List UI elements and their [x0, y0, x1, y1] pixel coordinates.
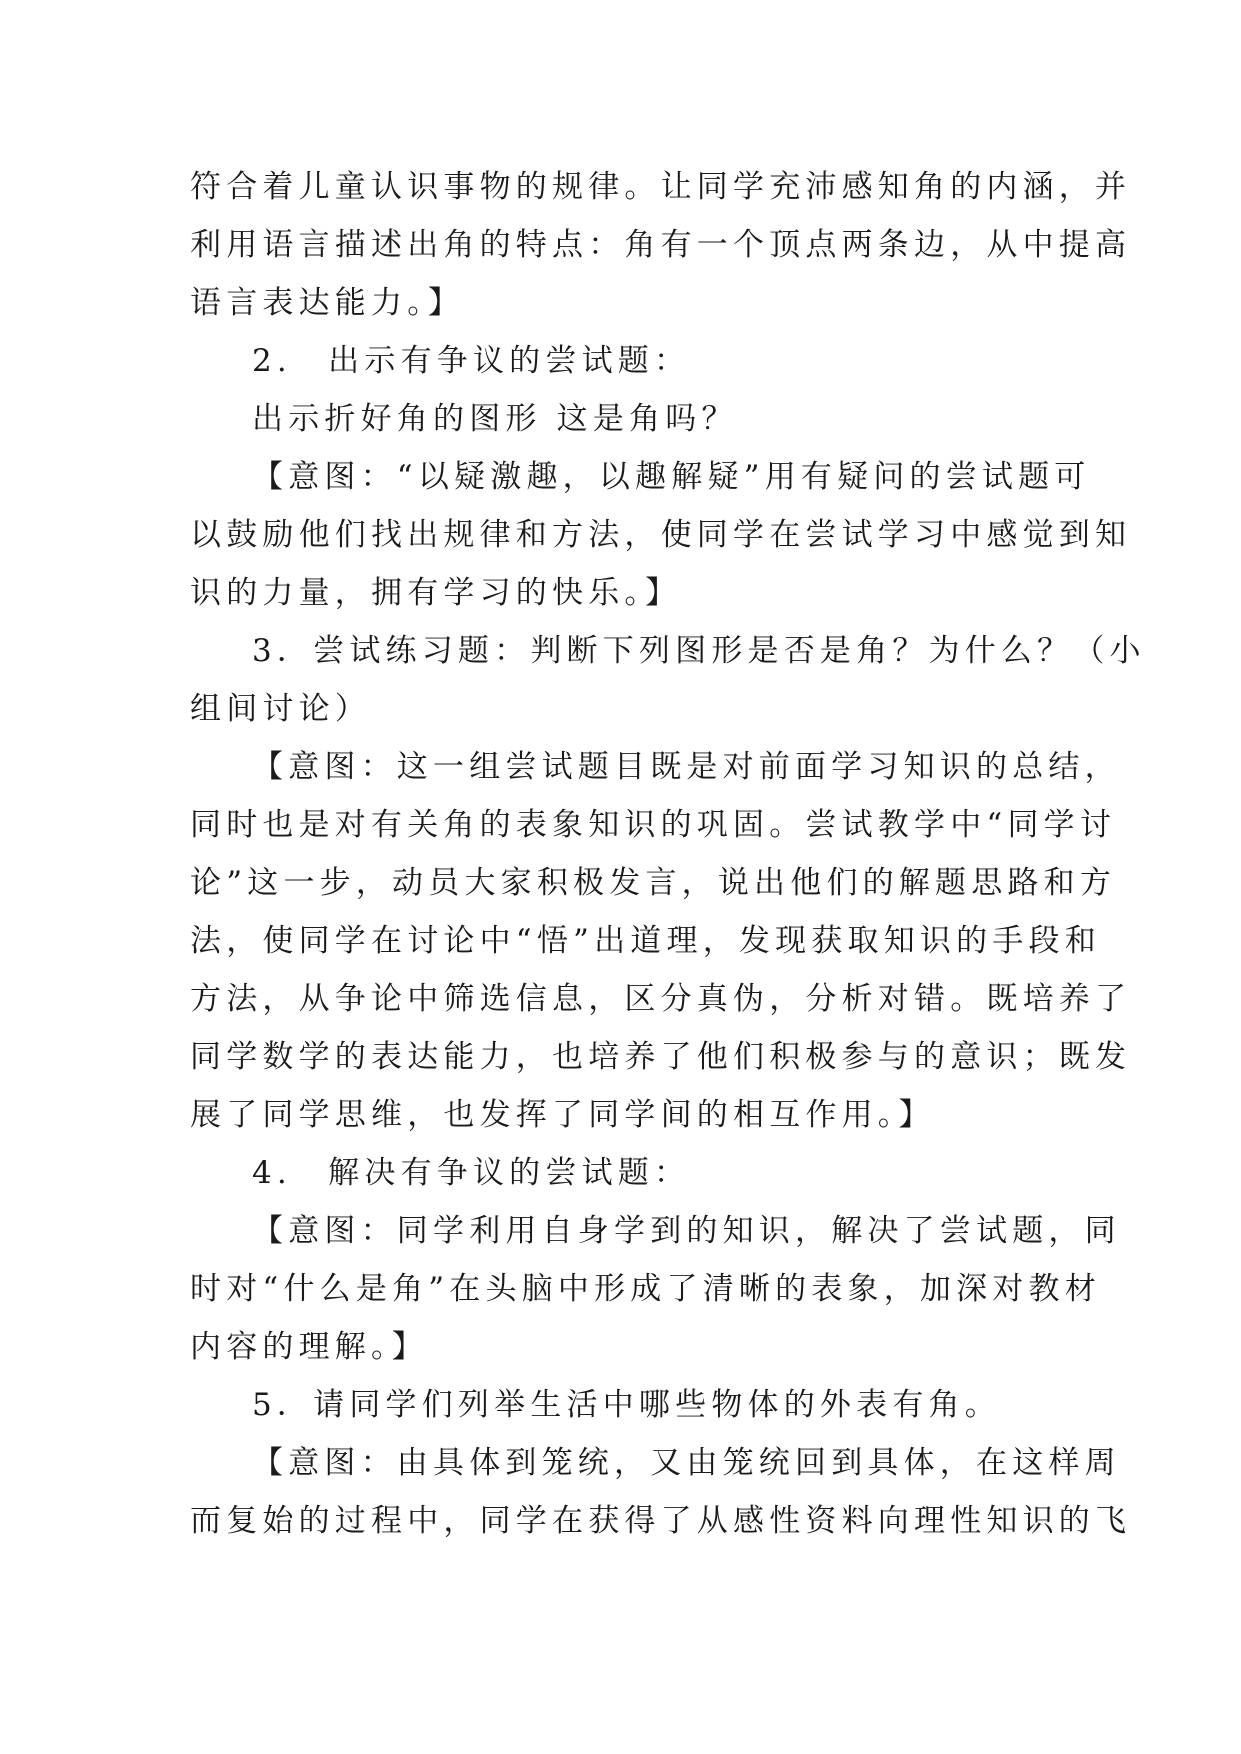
text-line-2: 利用语言描述出角的特点：角有一个顶点两条边，从中提高: [190, 227, 1132, 263]
text-line-10: 组间讨论）: [190, 691, 371, 727]
text-line-6: 【意图：“以疑激趣，以趣解疑”用有疑问的尝试题可: [252, 459, 1091, 495]
text-line-4: 2. 出示有争议的尝试题：: [252, 343, 691, 379]
text-line-12: 同时也是对有关角的表象知识的巩固。尝试教学中“同学讨: [190, 807, 1117, 843]
text-line-3: 语言表达能力。】: [190, 285, 465, 321]
text-line-20: 时对“什么是角”在头脑中形成了清晰的表象，加深对教材: [190, 1271, 1101, 1307]
text-line-21: 内容的理解。】: [190, 1329, 428, 1365]
text-line-15: 方法，从争论中筛选信息，区分真伪，分析对错。既培养了: [190, 981, 1132, 1017]
text-line-23: 【意图：由具体到笼统，又由笼统回到具体，在这样周: [252, 1445, 1121, 1481]
text-line-11: 【意图：这一组尝试题目既是对前面学习知识的总结，: [252, 749, 1121, 785]
text-line-1: 符合着儿童认识事物的规律。让同学充沛感知角的内涵，并: [190, 169, 1132, 205]
text-line-22: 5．请同学们列举生活中哪些物体的外表有角。: [252, 1387, 1001, 1423]
text-line-8: 识的力量，拥有学习的快乐。】: [190, 575, 682, 611]
text-line-18: 4. 解决有争议的尝试题：: [252, 1155, 691, 1191]
text-line-9: 3．尝试练习题：判断下列图形是否是角？为什么？（小: [252, 633, 1146, 669]
text-line-19: 【意图：同学利用自身学到的知识，解决了尝试题，同: [252, 1213, 1121, 1249]
text-line-13: 论”这一步，动员大家积极发言，说出他们的解题思路和方: [190, 865, 1117, 901]
text-line-5: 出示折好角的图形 这是角吗？: [252, 401, 738, 437]
text-line-16: 同学数学的表达能力，也培养了他们积极参与的意识；既发: [190, 1039, 1132, 1075]
text-line-7: 以鼓励他们找出规律和方法，使同学在尝试学习中感觉到知: [190, 517, 1132, 553]
text-line-14: 法，使同学在讨论中“悟”出道理，发现获取知识的手段和: [190, 923, 1101, 959]
body-text: [190, 158, 1146, 1550]
text-line-24: 而复始的过程中，同学在获得了从感性资料向理性知识的飞: [190, 1503, 1132, 1539]
text-line-17: 展了同学思维，也发挥了同学间的相互作用。】: [190, 1097, 935, 1133]
